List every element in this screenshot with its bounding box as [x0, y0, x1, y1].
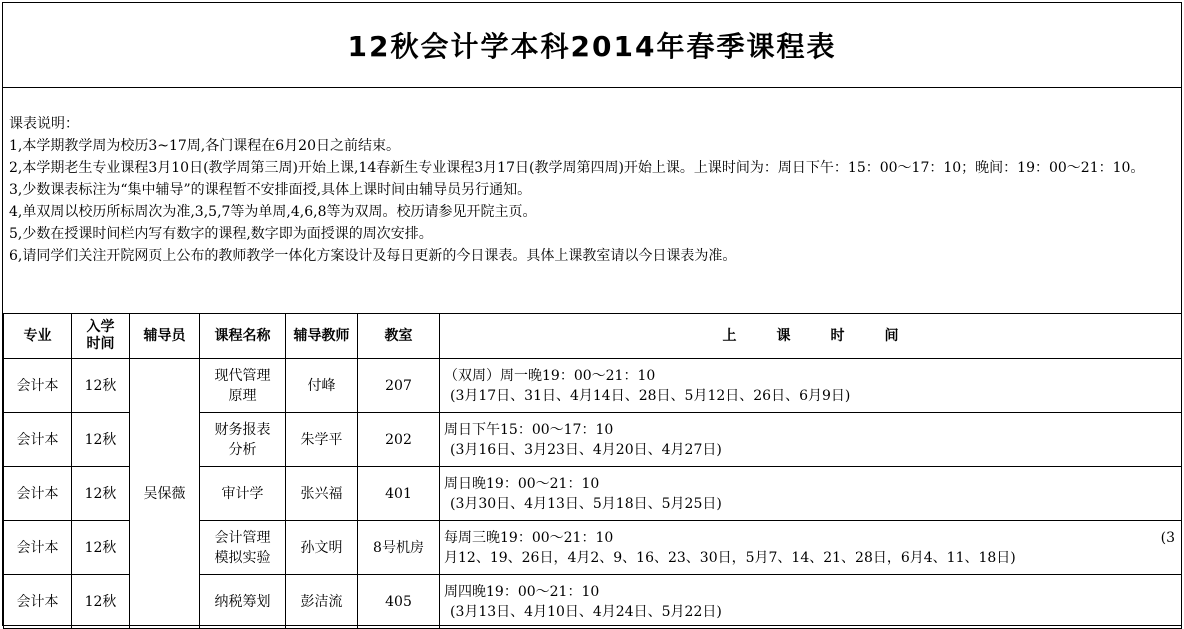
note-item: 1,本学期教学周为校历3~17周,各门课程在6月20日之前结束。 [9, 138, 400, 154]
cell-course: 纳税筹划 [200, 575, 286, 629]
note-item: 3,少数课表标注为“集中辅导”的课程暂不安排面授,具体上课时间由辅导员另行通知。 [9, 182, 532, 198]
header-entry: 入学 时间 [72, 314, 130, 359]
cell-time: 周日晚19：00～21：10 (3月30日、4月13日、5月18日、5月25日) [440, 467, 1182, 521]
cell-room: 401 [358, 467, 440, 521]
cell-entry: 12秋 [72, 359, 130, 413]
note-item: 4,单双周以校历所标周次为准,3,5,7等为单周,4,6,8等为双周。校历请参见开院主页。 [9, 204, 537, 220]
page-title: 12秋会计学本科2014年春季课程表 [347, 30, 837, 63]
cell-major: 会计本 [4, 359, 72, 413]
cell-entry: 12秋 [72, 413, 130, 467]
cell-entry: 12秋 [72, 575, 130, 629]
cell-room: 207 [358, 359, 440, 413]
header-counselor: 辅导员 [130, 314, 200, 359]
cell-room: 8号机房 [358, 521, 440, 575]
cell-room: 202 [358, 413, 440, 467]
cell-counselor: 吴保薇 [130, 359, 200, 629]
note-item: 2,本学期老生专业课程3月10日(教学周第三周)开始上课,14春新生专业课程3月17日(教学周第四周)开始上课。上课时间为：周日下午：15：00～17：10；晚间：19：00～21：10。 [9, 160, 1145, 176]
cell-time: 周四晚19：00～21：10 (3月13日、4月10日、4月24日、5月22日) [440, 575, 1182, 629]
cell-course: 财务报表 分析 [200, 413, 286, 467]
cell-time: （双周）周一晚19：00～21：10 (3月17日、31日、4月14日、28日、5月12日、26日、6月9日) [440, 359, 1182, 413]
cell-entry: 12秋 [72, 521, 130, 575]
header-time: 上 课 时 间 [440, 314, 1182, 359]
cell-teacher: 孙文明 [286, 521, 358, 575]
table-row [4, 359, 1182, 413]
table-header-row [4, 314, 1182, 359]
schedule-table [3, 313, 1182, 629]
header-course: 课程名称 [200, 314, 286, 359]
title-row [3, 3, 1181, 88]
cell-major: 会计本 [4, 413, 72, 467]
note-item: 5,少数在授课时间栏内写有数字的课程,数字即为面授课的周次安排。 [9, 226, 433, 242]
schedule-sheet [2, 2, 1182, 626]
cell-time: 周日下午15：00～17：10 (3月16日、3月23日、4月20日、4月27日) [440, 413, 1182, 467]
cell-major: 会计本 [4, 521, 72, 575]
cell-major: 会计本 [4, 467, 72, 521]
header-teacher: 辅导教师 [286, 314, 358, 359]
notes-heading: 课表说明： [9, 116, 79, 132]
cell-time: 每周三晚19：00～21：10 (3 月12、19、26日，4月2、9、16、23、30日，5月7、14、21、28日，6月4、11、18日) [440, 521, 1182, 575]
cell-teacher: 张兴福 [286, 467, 358, 521]
notes-section [9, 113, 1177, 267]
note-item: 6,请同学们关注开院网页上公布的教师教学一体化方案设计及每日更新的今日课表。具体上课教室请以今日课表为准。 [9, 248, 737, 264]
cell-room: 405 [358, 575, 440, 629]
header-room: 教室 [358, 314, 440, 359]
cell-major: 会计本 [4, 575, 72, 629]
cell-course: 现代管理 原理 [200, 359, 286, 413]
cell-course: 审计学 [200, 467, 286, 521]
header-major: 专业 [4, 314, 72, 359]
cell-teacher: 彭洁流 [286, 575, 358, 629]
cell-teacher: 朱学平 [286, 413, 358, 467]
cell-teacher: 付峰 [286, 359, 358, 413]
cell-course: 会计管理 模拟实验 [200, 521, 286, 575]
cell-entry: 12秋 [72, 467, 130, 521]
